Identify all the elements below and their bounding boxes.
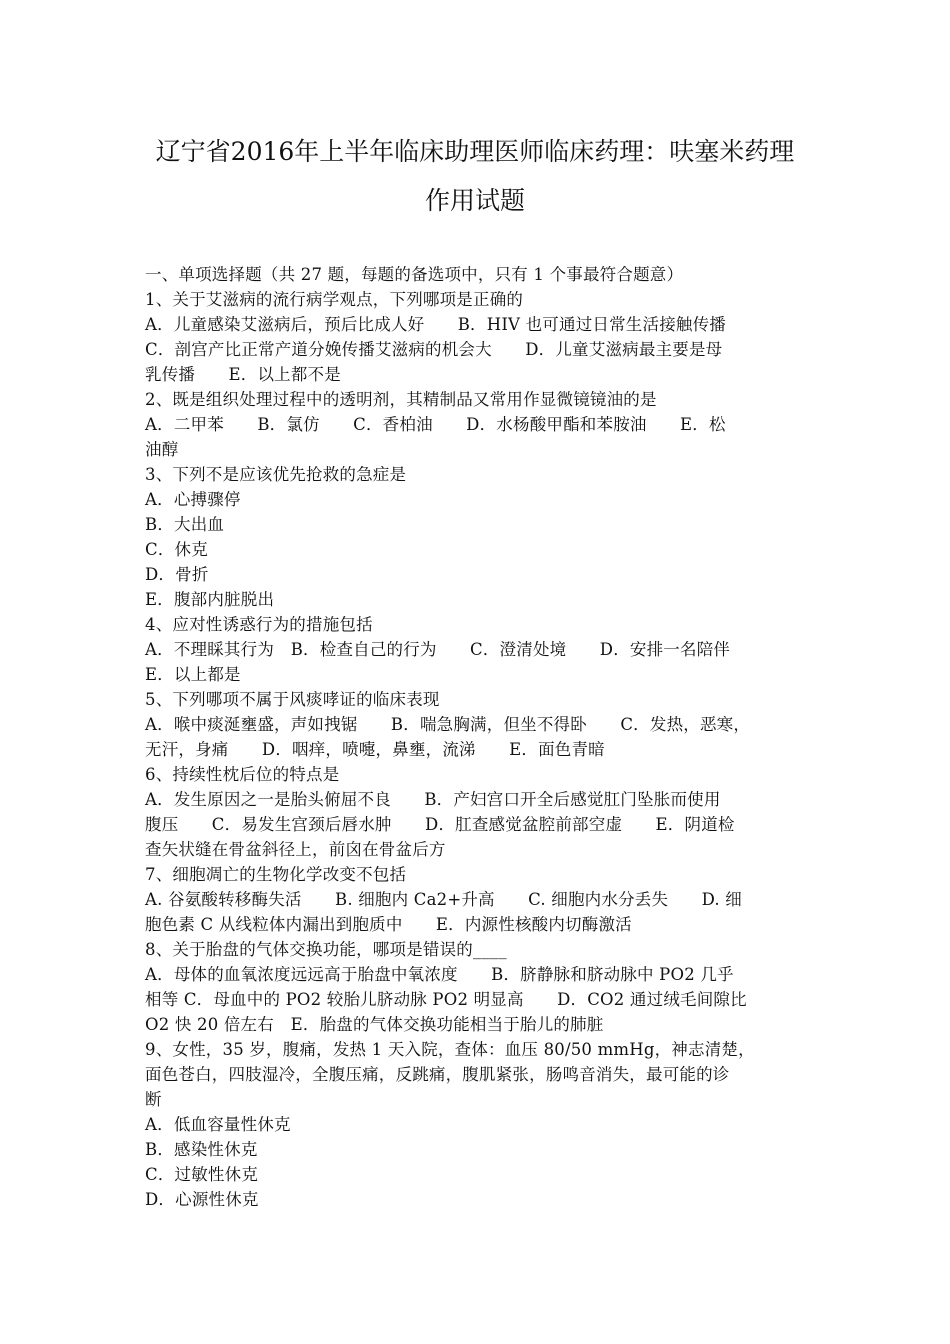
question-text-line: A. 谷氨酸转移酶失活 B. 细胞内 Ca2+升高 C. 细胞内水分丢失 D. 细 (145, 890, 743, 909)
question-text-line: E．腹部内脏脱出 (145, 590, 275, 609)
question-text-line: E．以上都是 (145, 665, 241, 684)
question-7 (145, 862, 815, 937)
question-text-line: D．骨折 (145, 565, 209, 584)
section-heading: 一、单项选择题（共 27 题，每题的备选项中，只有 1 个事最符合题意） (145, 265, 684, 284)
question-1 (145, 287, 815, 387)
question-3 (145, 462, 815, 612)
question-text-line: B．大出血 (145, 515, 225, 534)
question-5 (145, 687, 815, 762)
question-stem: 7、细胞凋亡的生物化学改变不包括 (145, 865, 407, 884)
question-stem: 3、下列不是应该优先抢救的急症是 (145, 465, 407, 484)
question-text-line: A．低血容量性休克 (145, 1115, 291, 1134)
question-text-line: 查矢状缝在骨盆斜径上，前囟在骨盆后方 (145, 840, 446, 859)
question-text-line: A．心搏骤停 (145, 490, 241, 509)
question-text-line: 油醇 (145, 440, 179, 459)
question-text-line: A．发生原因之一是胎头俯屈不良 B．产妇宫口开全后感觉肛门坠胀而使用 (145, 790, 721, 809)
question-4 (145, 612, 815, 687)
question-stem: 6、持续性枕后位的特点是 (145, 765, 340, 784)
question-stem: 5、下列哪项不属于风痰哮证的临床表现 (145, 690, 440, 709)
question-text-line: D．心源性休克 (145, 1190, 259, 1209)
document-body (145, 262, 815, 1212)
question-text-line: A．不理睬其行为 B．检查自己的行为 C．澄清处境 D．安排一名陪伴 (145, 640, 731, 659)
question-list (145, 287, 815, 1212)
question-text-line: 断 (145, 1090, 162, 1109)
question-text-line: C．休克 (145, 540, 208, 559)
document-title-line-2: 作用试题 (424, 186, 525, 215)
question-text-line: 面色苍白，四肢湿冷，全腹压痛，反跳痛，腹肌紧张，肠鸣音消失，最可能的诊 (145, 1065, 730, 1084)
question-text-line: B．感染性休克 (145, 1140, 258, 1159)
question-stem: 9、女性，35 岁，腹痛，发热 1 天入院，查体：血压 80/50 mmHg，神志清楚， (145, 1040, 755, 1059)
question-6 (145, 762, 815, 862)
question-text-line: A．喉中痰涎壅盛，声如拽锯 B．喘急胸满，但坐不得卧 C．发热，恶寒， (145, 715, 751, 734)
question-text-line: 相等 C．母血中的 PO2 较胎儿脐动脉 PO2 明显高 D．CO2 通过绒毛间隙比 (145, 990, 747, 1009)
question-stem: 2、既是组织处理过程中的透明剂，其精制品又常用作显微镜镜油的是 (145, 390, 657, 409)
question-stem: 8、关于胎盘的气体交换功能，哪项是错误的____ (145, 940, 507, 959)
question-text-line: O2 快 20 倍左右 E．胎盘的气体交换功能相当于胎儿的肺脏 (145, 1015, 604, 1034)
question-text-line: C．剖宫产比正常产道分娩传播艾滋病的机会大 D．儿童艾滋病最主要是母 (145, 340, 723, 359)
question-stem: 4、应对性诱惑行为的措施包括 (145, 615, 373, 634)
question-text-line: C．过敏性休克 (145, 1165, 259, 1184)
question-text-line: 腹压 C．易发生宫颈后唇水肿 D．肛查感觉盆腔前部空虚 E．阴道检 (145, 815, 735, 834)
question-2 (145, 387, 815, 462)
document-title-line-1: 辽宁省2016年上半年临床助理医师临床药理：呋塞米药理 (155, 137, 795, 166)
question-text-line: A．母体的血氧浓度远远高于胎盘中氧浓度 B．脐静脉和脐动脉中 PO2 几乎 (145, 965, 734, 984)
question-text-line: 无汗，身痛 D．咽痒，喷嚏，鼻壅，流涕 E．面色青暗 (145, 740, 605, 759)
question-text-line: 胞色素 C 从线粒体内漏出到胞质中 E．内源性核酸内切酶激活 (145, 915, 632, 934)
question-text-line: A．二甲苯 B．氯仿 C．香柏油 D．水杨酸甲酯和苯胺油 E．松 (145, 415, 726, 434)
question-text-line: A．儿童感染艾滋病后，预后比成人好 B．HIV 也可通过日常生活接触传播 (145, 315, 727, 334)
question-stem: 1、关于艾滋病的流行病学观点，下列哪项是正确的 (145, 290, 524, 309)
question-9 (145, 1037, 815, 1212)
question-text-line: 乳传播 E．以上都不是 (145, 365, 341, 384)
question-8 (145, 937, 815, 1037)
